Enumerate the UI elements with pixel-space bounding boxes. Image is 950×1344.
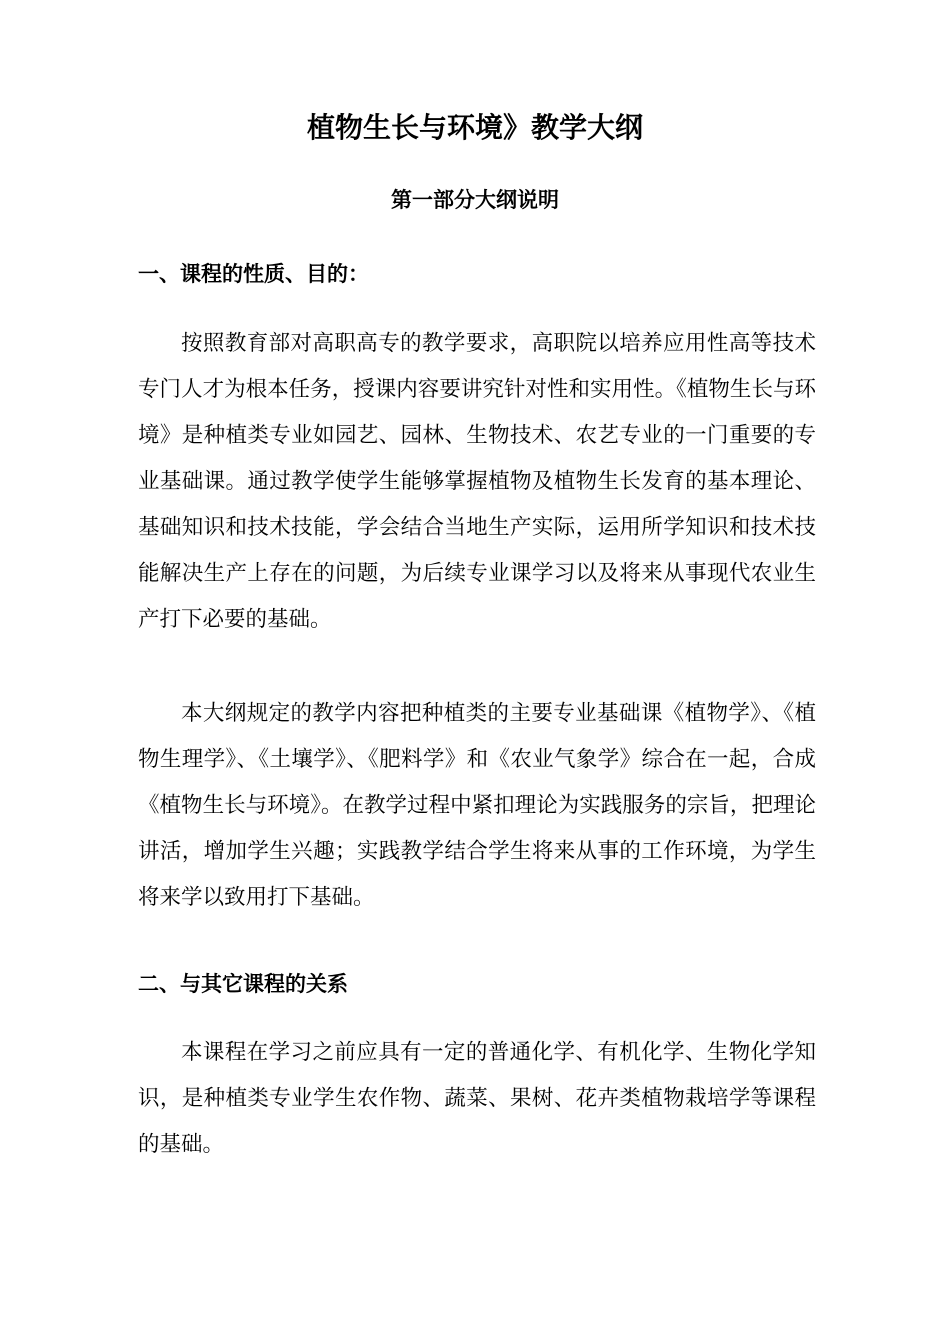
section-heading-nature-purpose: 一、课程的性质、目的： [138,261,369,286]
document-subtitle: 第一部分大纲说明 [391,187,559,212]
paragraph-course-relations: 本课程在学习之前应具有一定的普通化学、有机化学、生物化学知识，是种植类专业学生农作物、蔬菜、果树、花卉类植物栽培学等课程的基础。 [138,1040,816,1157]
paragraph-course-content: 本大纲规定的教学内容把种植类的主要专业基础课《植物学》、《植物生理学》、《土壤学》、《肥料学》和《农业气象学》综合在一起，合成《植物生长与环境》。在教学过程中紧扣理论为实践服务的宗旨，把理论讲活，增加学生兴趣；实践教学结合学生将来从事的工作环境，为学生将来学以致用打下基础。 [138,701,816,910]
section-heading-relations: 二、与其它课程的关系 [138,971,348,996]
document-title: 植物生长与环境》教学大纲 [306,111,643,144]
paragraph-course-nature: 按照教育部对高职高专的教学要求，高职院以培养应用性高等技术专门人才为根本任务，授课内容要讲究针对性和实用性。《植物生长与环境》是种植类专业如园艺、园林、生物技术、农艺专业的一门重要的专业基础课。通过教学使学生能够掌握植物及植物生长发育的基本理论、基础知识和技术技能，学会结合当地生产实际，运用所学知识和技术技能解决生产上存在的问题，为后续专业课学习以及将来从事现代农业生产打下必要的基础。 [138,331,816,632]
